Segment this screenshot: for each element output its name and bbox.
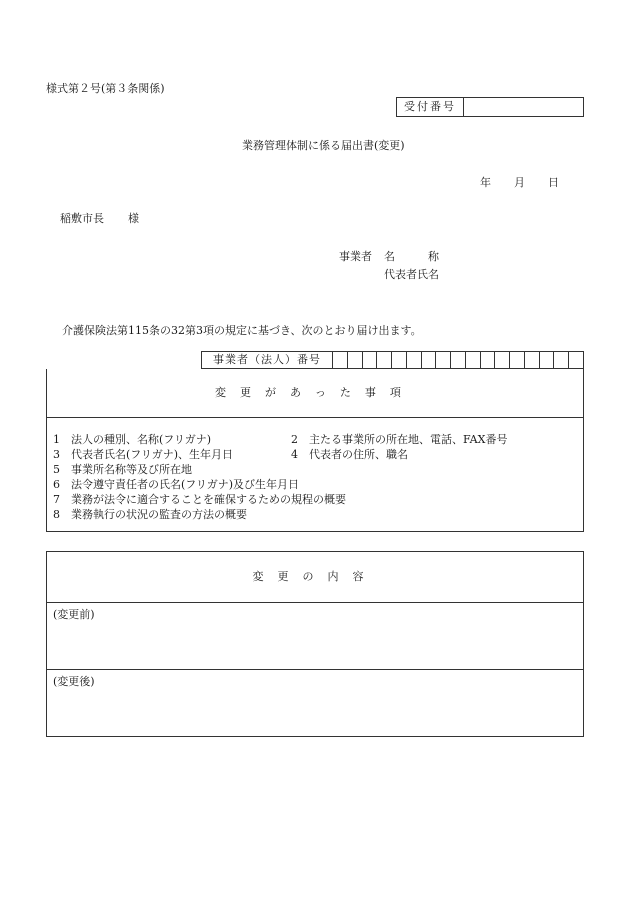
change-after-label: (変更後) [53, 675, 95, 688]
change-before-field[interactable] [47, 603, 583, 670]
business-number-digit-cell[interactable] [481, 352, 496, 368]
applicant-name-label: 名 称 [384, 250, 439, 263]
changed-item-5: 5 事業所名称等及び所在地 [53, 463, 192, 476]
changed-item-1: 1 法人の種別、名称(フリガナ) [53, 433, 212, 446]
changed-item-4: 4 代表者の住所、職名 [291, 448, 408, 461]
business-number-digit-cell[interactable] [554, 352, 569, 368]
page-title: 業務管理体制に係る届出書(変更) [242, 139, 405, 152]
business-number-digit-cell[interactable] [422, 352, 437, 368]
business-number-row [201, 351, 584, 369]
change-after-field[interactable] [47, 670, 583, 737]
business-number-digit-cell[interactable] [466, 352, 481, 368]
business-number-label: 事業者（法人）番号 [202, 352, 333, 368]
business-number-digit-cell[interactable] [569, 352, 583, 368]
date-day-label: 日 [548, 176, 559, 189]
business-number-digit-cell[interactable] [363, 352, 378, 368]
addressee-honorific: 様 [128, 212, 139, 225]
changed-items-heading: 変更があった事項 [47, 369, 583, 418]
form-number: 様式第２号(第３条関係) [46, 82, 165, 95]
reception-number-label: 受付番号 [397, 98, 464, 116]
business-number-digit-cell[interactable] [451, 352, 466, 368]
business-number-digit-cell[interactable] [510, 352, 525, 368]
reception-number-field[interactable] [464, 98, 583, 116]
business-number-digit-cell[interactable] [407, 352, 422, 368]
reception-number-box [396, 97, 584, 117]
business-number-digit-cell[interactable] [436, 352, 451, 368]
date-month-label: 月 [514, 176, 525, 189]
changed-item-3: 3 代表者氏名(フリガナ)、生年月日 [53, 448, 234, 461]
change-before-label: (変更前) [53, 608, 95, 621]
business-number-digit-cell[interactable] [333, 352, 348, 368]
business-number-digit-cell[interactable] [540, 352, 555, 368]
addressee-name: 稲敷市長 [60, 212, 104, 225]
business-number-cells [333, 352, 583, 368]
business-number-digit-cell[interactable] [392, 352, 407, 368]
business-number-digit-cell[interactable] [525, 352, 540, 368]
applicant-representative-label: 代表者氏名 [384, 268, 439, 281]
business-number-digit-cell[interactable] [348, 352, 363, 368]
applicant-business-label: 事業者 [339, 250, 372, 263]
business-number-digit-cell[interactable] [377, 352, 392, 368]
change-details-section [46, 551, 584, 737]
changed-item-7: 7 業務が法令に適合することを確保するための規程の概要 [53, 493, 346, 506]
business-number-digit-cell[interactable] [495, 352, 510, 368]
date-year-label: 年 [480, 176, 491, 189]
changed-item-6: 6 法令遵守責任者の氏名(フリガナ)及び生年月日 [53, 478, 300, 491]
changed-items-section [46, 369, 584, 532]
changed-item-2: 2 主たる事業所の所在地、電話、FAX番号 [291, 433, 508, 446]
statement-text: 介護保険法第115条の32第3項の規定に基づき、次のとおり届け出ます。 [62, 324, 422, 337]
changed-item-8: 8 業務執行の状況の監査の方法の概要 [53, 508, 247, 521]
change-details-heading: 変更の内容 [47, 552, 583, 603]
